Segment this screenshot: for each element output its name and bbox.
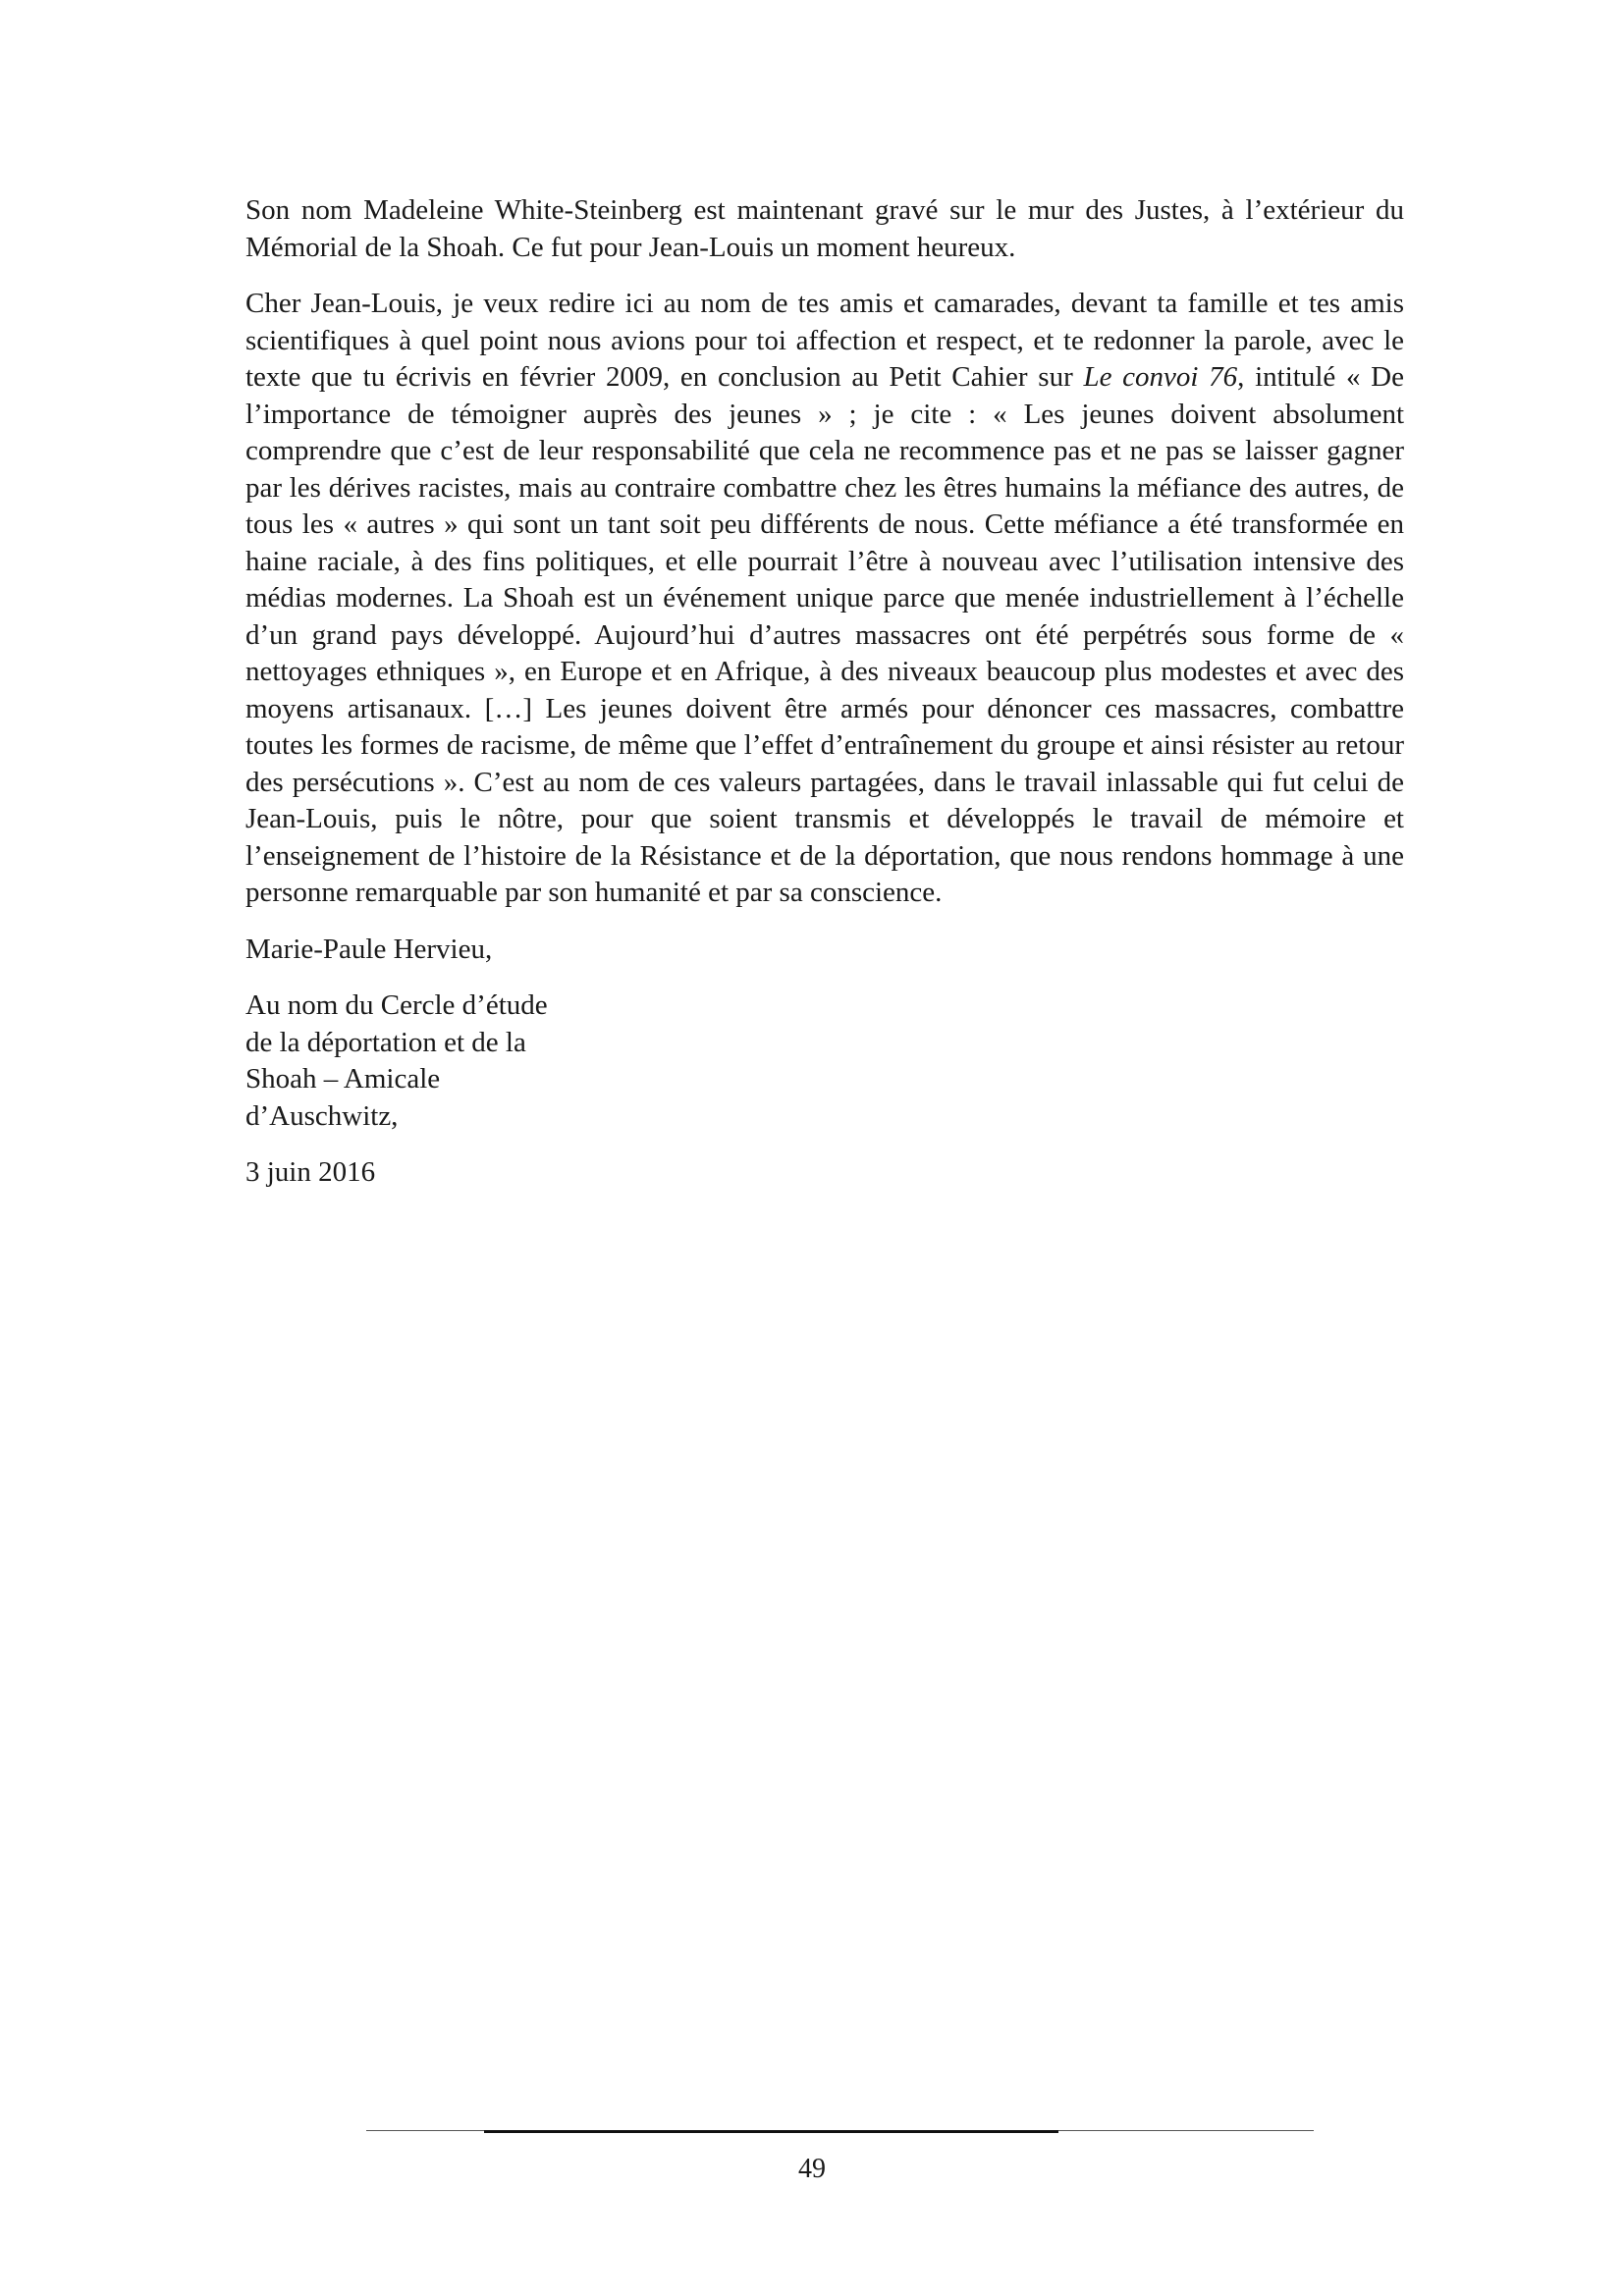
paragraph-madeleine	[245, 192, 1404, 266]
footer-divider	[366, 2130, 1314, 2133]
page-body	[245, 192, 1404, 1211]
affiliation-line: Shoah – Amicale	[245, 1063, 441, 1095]
signature-date-text: 3 juin 2016	[245, 1156, 376, 1188]
paragraph-tribute	[245, 286, 1404, 912]
signature-name	[245, 932, 1404, 969]
paragraph-tribute-text-1: Cher Jean-Louis, je veux redire ici au nom de tes amis et camarades, devant ta famille et tes amis scientifiques à quel point nous avions pour toi affection et respect, et te redonner la parole, avec le texte que tu écrivis en février 2009, en conclusion au Petit Cahier sur	[245, 288, 1404, 393]
affiliation-line: de la déportation et de la	[245, 1026, 526, 1058]
signature-affiliation	[245, 988, 1404, 1135]
affiliation-line: Au nom du Cercle d’étude	[245, 989, 548, 1021]
footer-divider-thick-line	[484, 2130, 1058, 2133]
book-title-convoi-76: Le convoi 76	[1083, 361, 1238, 393]
paragraph-tribute-text-2: , intitulé « De l’importance de témoigner auprès des jeunes » ; je cite : « Les jeunes doivent absolument comprendre que c’est de leur responsabilité que cela ne recommence pas et ne pas se laisser gagner par les dérives racistes, mais au contraire combattre chez les êtres humains la méfiance des autres, de tous les « autres » qui sont un tant soit peu différents de nous. Cette méfiance a été transformée en haine raciale, à des fins politiques, et elle pourrait l’être à nouveau avec l’utilisation intensive des médias modernes. La Shoah est un événement unique parce que menée industriellement à l’échelle d’un grand pays développé. Aujourd’hui d’autres massacres ont été perpétrés sous forme de « nettoyages ethniques », en Europe et en Afrique, à des niveaux beaucoup plus modestes et avec des moyens artisanaux. […] Les jeunes doivent être armés pour dénoncer ces massacres, combattre toutes les formes de racisme, de même que l’effet d’entraînement du groupe et ainsi résister au retour des persécutions ». C’est au nom de ces valeurs partagées, dans le travail inlassable qui fut celui de Jean-Louis, puis le nôtre, pour que soient transmis et développés le travail de mémoire et l’enseignement de l’histoire de la Résistance et de la déportation, que nous rendons hommage à une personne remarquable par son humanité et par sa conscience.	[245, 361, 1404, 908]
paragraph-madeleine-text: Son nom Madeleine White-Steinberg est maintenant gravé sur le mur des Justes, à l’extérieur du Mémorial de la Shoah. Ce fut pour Jean-Louis un moment heureux.	[245, 194, 1404, 263]
affiliation-line: d’Auschwitz,	[245, 1099, 399, 1132]
page-number: 49	[798, 2154, 826, 2184]
signature-name-text: Marie-Paule Hervieu,	[245, 933, 493, 965]
signature-date	[245, 1154, 1404, 1192]
